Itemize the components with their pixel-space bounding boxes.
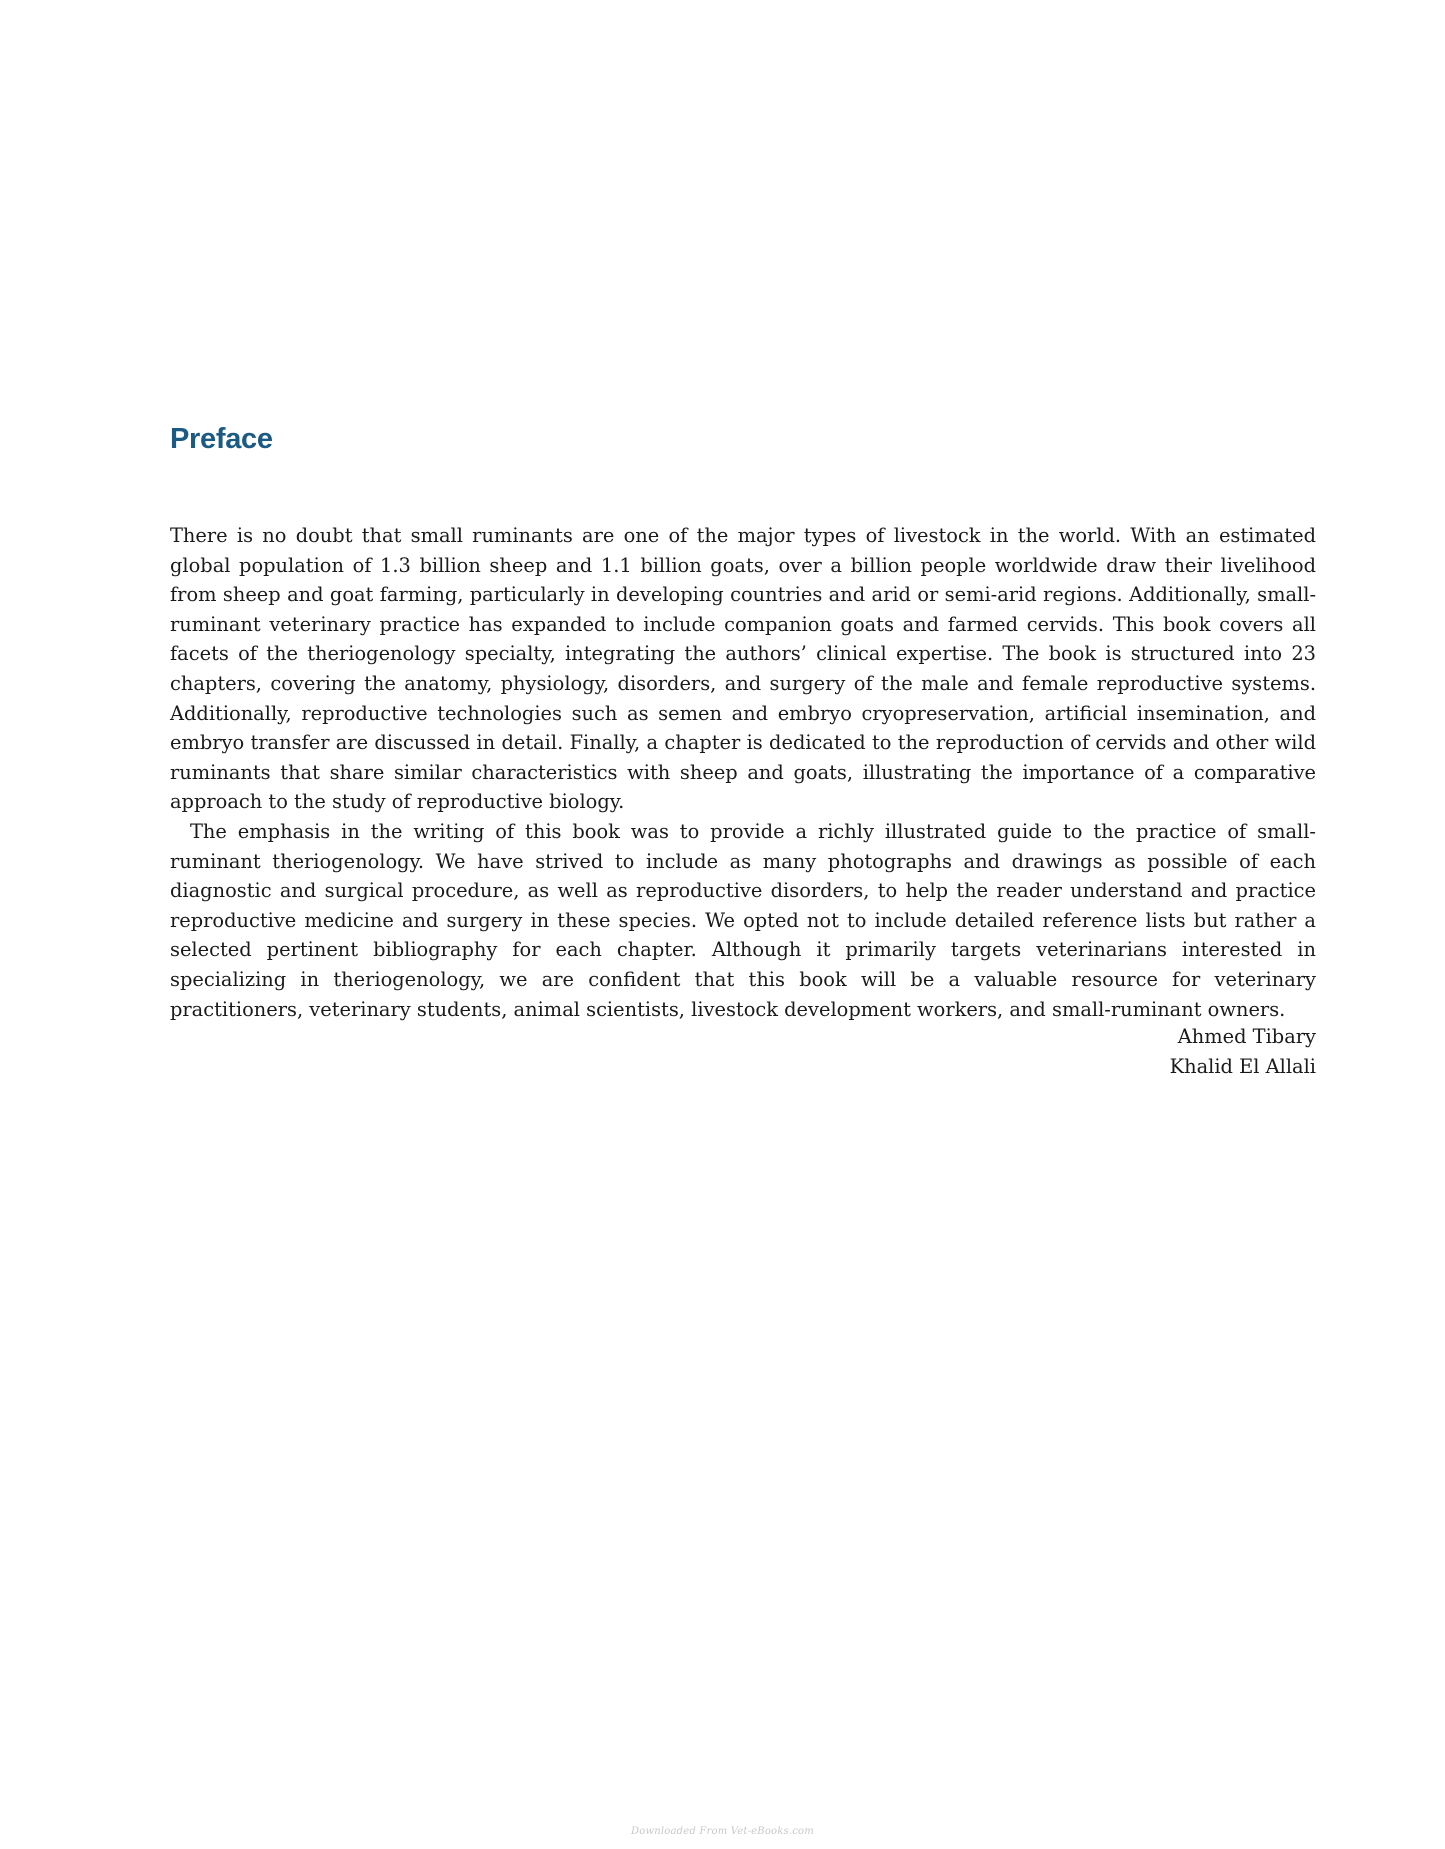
author-name-2: Khalid El Allali — [1169, 1054, 1316, 1078]
download-watermark: Downloaded From Vet-eBooks.com — [631, 1826, 814, 1837]
page-title: Preface — [170, 423, 273, 455]
preface-body — [170, 521, 1316, 1024]
paragraph-2: The emphasis in the writing of this book was to provide a richly illustrated guide to the practice of small-ruminant theriogenology. We have strived to include as many photographs and drawings as possible of each diagnostic and surgical procedure, as well as reproductive disorders, to help the reader understand and practice reproductive medicine and surgery in these species. We opted not to include detailed reference lists but rather a selected pertinent bibliography for each chapter. Although it primarily targets veterinarians interested in specializing in theriogenology, we are confident that this book will be a valuable resource for veterinary practitioners, veterinary students, animal scientists, livestock development workers, and small-ruminant owners. — [170, 819, 1316, 1021]
author-signature — [1170, 1022, 1316, 1081]
paragraph-1: There is no doubt that small ruminants are one of the major types of livestock in the world. With an estimated global population of 1.3 billion sheep and 1.1 billion goats, over a billion people worldwide draw their livelihood from sheep and goat farming, particularly in developing countries and arid or semi-arid regions. Additionally, small-ruminant veterinary practice has expanded to include companion goats and farmed cervids. This book covers all facets of the theriogenology specialty, integrating the authors’ clinical expertise. The book is structured into 23 chapters, covering the anatomy, physiology, disorders, and surgery of the male and female reproductive systems. Additionally, reproductive technologies such as semen and embryo cryopreservation, artificial insemination, and embryo transfer are discussed in detail. Finally, a chapter is dedicated to the reproduction of cervids and other wild ruminants that share similar characteristics with sheep and goats, illustrating the importance of a comparative approach to the study of reproductive biology. — [170, 524, 1316, 814]
author-name-1: Ahmed Tibary — [1177, 1025, 1316, 1048]
